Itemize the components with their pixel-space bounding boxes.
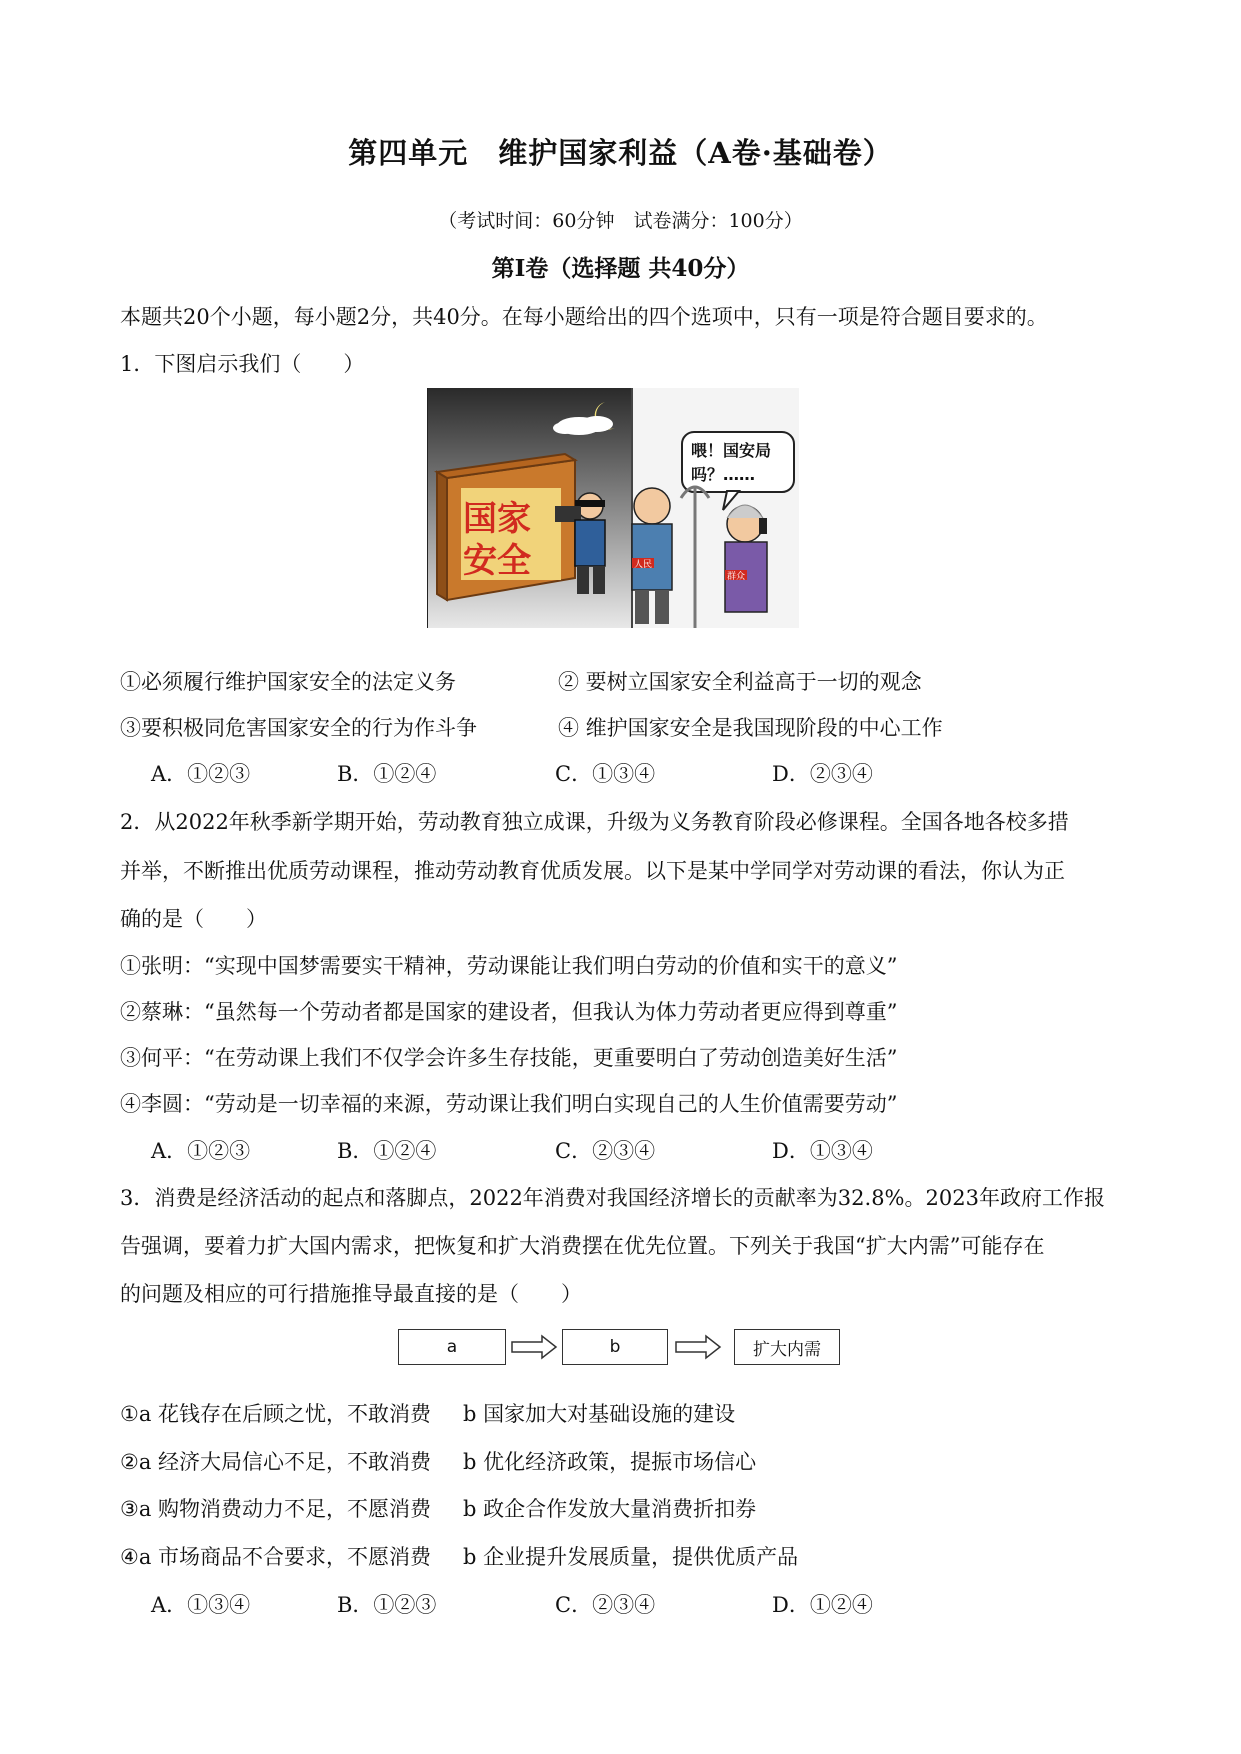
q1-statement-2: ② 要树立国家安全利益高于一切的观念	[558, 670, 922, 694]
man-armband: 人民	[634, 560, 653, 570]
speech-line-1: 喂！国安局	[691, 441, 772, 460]
q3-stem-line-1: 3．消费是经济活动的起点和落脚点，2022年消费对我国经济增长的贡献率为32.8%。2023年政府工作报	[120, 1186, 1105, 1210]
section-heading: 第Ⅰ卷（选择题 共40分）	[491, 255, 750, 282]
instruction-text: 本题共20个小题，每小题2分，共40分。在每小题给出的四个选项中，只有一项是符合题目要求的。	[120, 305, 1048, 329]
q1-statement-1: ①必须履行维护国家安全的法定义务	[120, 670, 456, 694]
q3-statement-1-a: ①a 花钱存在后顾之忧，不敢消费	[120, 1402, 432, 1426]
q1-statement-4: ④ 维护国家安全是我国现阶段的中心工作	[558, 716, 943, 740]
q3-stem-line-3: 的问题及相应的可行措施推导最直接的是（ ）	[120, 1282, 582, 1306]
q3-option-a[interactable]: A．①③④	[151, 1593, 251, 1617]
q3-statement-2-b: b 优化经济政策，提振市场信心	[463, 1450, 757, 1474]
q2-stem-line-1: 2．从2022年秋季新学期开始，劳动教育独立成课，升级为义务教育阶段必修课程。全国各地各校多措	[120, 810, 1069, 834]
q2-option-c[interactable]: C．②③④	[555, 1139, 656, 1163]
q3-option-b[interactable]: B．①②③	[337, 1593, 437, 1617]
q2-statement-4: ④李圆：“劳动是一切幸福的来源，劳动课让我们明白实现自己的人生价值需要劳动”	[120, 1092, 898, 1116]
speech-line-2: 吗？……	[691, 465, 756, 484]
q1-stem: 1．下图启示我们（ ）	[120, 352, 365, 376]
q2-stem-line-3: 确的是（ ）	[120, 907, 267, 931]
woman-armband: 群众	[727, 572, 746, 582]
sign-text-lower: 安全	[463, 541, 531, 581]
q3-stem-line-2: 告强调，要着力扩大国内需求，把恢复和扩大消费摆在优先位置。下列关于我国“扩大内需”可能存在	[120, 1234, 1045, 1258]
q1-option-b[interactable]: B．①②④	[337, 762, 437, 786]
q1-option-d[interactable]: D．②③④	[772, 762, 873, 786]
page-title: 第四单元 维护国家利益（A卷·基础卷）	[348, 136, 893, 170]
q3-statement-3-a: ③a 购物消费动力不足，不愿消费	[120, 1497, 432, 1521]
q1-option-a[interactable]: A．①②③	[151, 762, 251, 786]
q3-option-c[interactable]: C．②③④	[555, 1593, 656, 1617]
q3-statement-4-b: b 企业提升发展质量，提供优质产品	[463, 1545, 799, 1569]
flow-arrow-2-icon	[674, 1334, 722, 1360]
q1-option-c[interactable]: C．①③④	[555, 762, 656, 786]
q2-stem-line-2: 并举，不断推出优质劳动课程，推动劳动教育优质发展。以下是某中学同学对劳动课的看法，你认为正	[120, 859, 1065, 883]
q3-statement-1-b: b 国家加大对基础设施的建设	[463, 1402, 736, 1426]
q2-option-a[interactable]: A．①②③	[151, 1139, 251, 1163]
q1-statement-3: ③要积极同危害国家安全的行为作斗争	[120, 716, 477, 740]
flow-box-result: 扩大内需	[734, 1329, 840, 1365]
sign-text-upper: 国家	[463, 499, 531, 539]
q3-statement-4-a: ④a 市场商品不合要求，不愿消费	[120, 1545, 432, 1569]
q3-statement-3-b: b 政企合作发放大量消费折扣券	[463, 1497, 757, 1521]
q3-statement-2-a: ②a 经济大局信心不足，不敢消费	[120, 1450, 432, 1474]
q2-option-b[interactable]: B．①②④	[337, 1139, 437, 1163]
cartoon-svg	[427, 388, 799, 628]
q1-cartoon-image	[427, 388, 799, 628]
q2-statement-3: ③何平：“在劳动课上我们不仅学会许多生存技能，更重要明白了劳动创造美好生活”	[120, 1046, 898, 1070]
q2-option-d[interactable]: D．①③④	[772, 1139, 873, 1163]
q2-statement-2: ②蔡琳：“虽然每一个劳动者都是国家的建设者，但我认为体力劳动者更应得到尊重”	[120, 1000, 898, 1024]
q3-option-d[interactable]: D．①②④	[772, 1593, 873, 1617]
q2-statement-1: ①张明：“实现中国梦需要实干精神，劳动课能让我们明白劳动的价值和实干的意义”	[120, 954, 898, 978]
flow-arrow-1-icon	[510, 1334, 558, 1360]
exam-info: （考试时间：60分钟 试卷满分：100分）	[438, 210, 803, 232]
flow-box-a: a	[398, 1329, 506, 1365]
flow-box-b: b	[562, 1329, 668, 1365]
